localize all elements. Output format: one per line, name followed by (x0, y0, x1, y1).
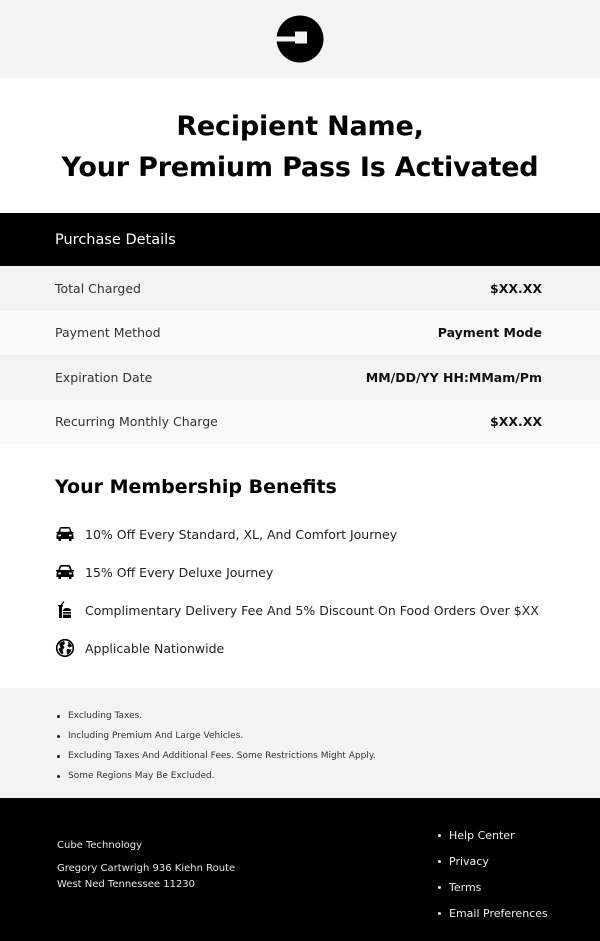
note-text: Excluding Taxes And Additional Fees. Some Restrictions Might Apply. (68, 751, 376, 761)
benefit-text: 10% Off Every Standard, XL, And Comfort Journey (85, 526, 398, 542)
note-text: Some Regions May Be Excluded. (68, 771, 215, 781)
link-label[interactable]: Email Preferences (449, 906, 548, 920)
footer-links (438, 798, 600, 941)
bullet-icon (57, 735, 60, 738)
link-label[interactable]: Privacy (449, 854, 489, 868)
help-center-link[interactable] (438, 822, 600, 848)
benefit-item (55, 591, 600, 629)
purchase-row-total-charged (0, 266, 600, 311)
car-front-icon (55, 524, 75, 544)
globe-icon (55, 638, 75, 658)
fine-print-notes (0, 688, 600, 798)
email-header (0, 0, 600, 78)
food-delivery-icon (55, 600, 75, 620)
note-item (57, 746, 600, 766)
company-address-line1: Gregory Cartwrigh 936 Kiehn Route (57, 863, 236, 874)
membership-benefits (0, 444, 600, 688)
row-value: $XX.XX (490, 280, 542, 296)
benefit-text: Applicable Nationwide (85, 640, 225, 656)
recipient-greeting: Recipient Name, (176, 110, 424, 142)
link-label[interactable]: Help Center (449, 828, 515, 842)
company-address-line2: West Ned Tennessee 11230 (57, 879, 196, 890)
link-label[interactable]: Terms (449, 880, 482, 894)
company-info (57, 798, 235, 941)
activation-title: Your Premium Pass Is Activated (61, 151, 539, 183)
note-text: Including Premium And Large Vehicles. (68, 731, 244, 741)
benefit-text: Complimentary Delivery Fee And 5% Discount On Food Orders Over $XX (85, 602, 539, 618)
bullet-icon (438, 912, 441, 915)
bullet-icon (57, 775, 60, 778)
row-value: MM/DD/YY HH:MMam/Pm (365, 369, 542, 385)
benefit-item (55, 553, 600, 591)
bullet-icon (438, 886, 441, 889)
car-outline-icon (55, 562, 75, 582)
benefit-text: 15% Off Every Deluxe Journey (85, 564, 274, 580)
purchase-details-title: Purchase Details (55, 231, 176, 248)
email-footer (0, 798, 600, 941)
benefit-item (55, 629, 600, 667)
row-value: Payment Mode (437, 325, 542, 341)
note-item (57, 766, 600, 786)
row-value: $XX.XX (490, 414, 542, 430)
benefit-item (55, 515, 600, 553)
company-name: Cube Technology (57, 840, 143, 851)
purchase-row-expiration-date (0, 355, 600, 400)
row-label: Total Charged (55, 280, 141, 296)
bullet-icon (57, 755, 60, 758)
purchase-row-payment-method (0, 311, 600, 356)
bullet-icon (438, 834, 441, 837)
bullet-icon (57, 715, 60, 718)
row-label: Recurring Monthly Charge (55, 414, 218, 430)
note-text: Excluding Taxes. (68, 711, 143, 721)
purchase-row-recurring-charge (0, 400, 600, 445)
purchase-details-header (0, 213, 600, 266)
terms-link[interactable] (438, 874, 600, 900)
row-label: Expiration Date (55, 369, 153, 385)
row-label: Payment Method (55, 325, 161, 341)
note-item (57, 726, 600, 746)
privacy-link[interactable] (438, 848, 600, 874)
email-preferences-link[interactable] (438, 900, 600, 926)
benefits-title: Your Membership Benefits (55, 476, 337, 498)
hero-heading (0, 78, 600, 213)
note-item (57, 706, 600, 726)
bullet-icon (438, 860, 441, 863)
uber-logo-icon[interactable] (276, 15, 324, 63)
